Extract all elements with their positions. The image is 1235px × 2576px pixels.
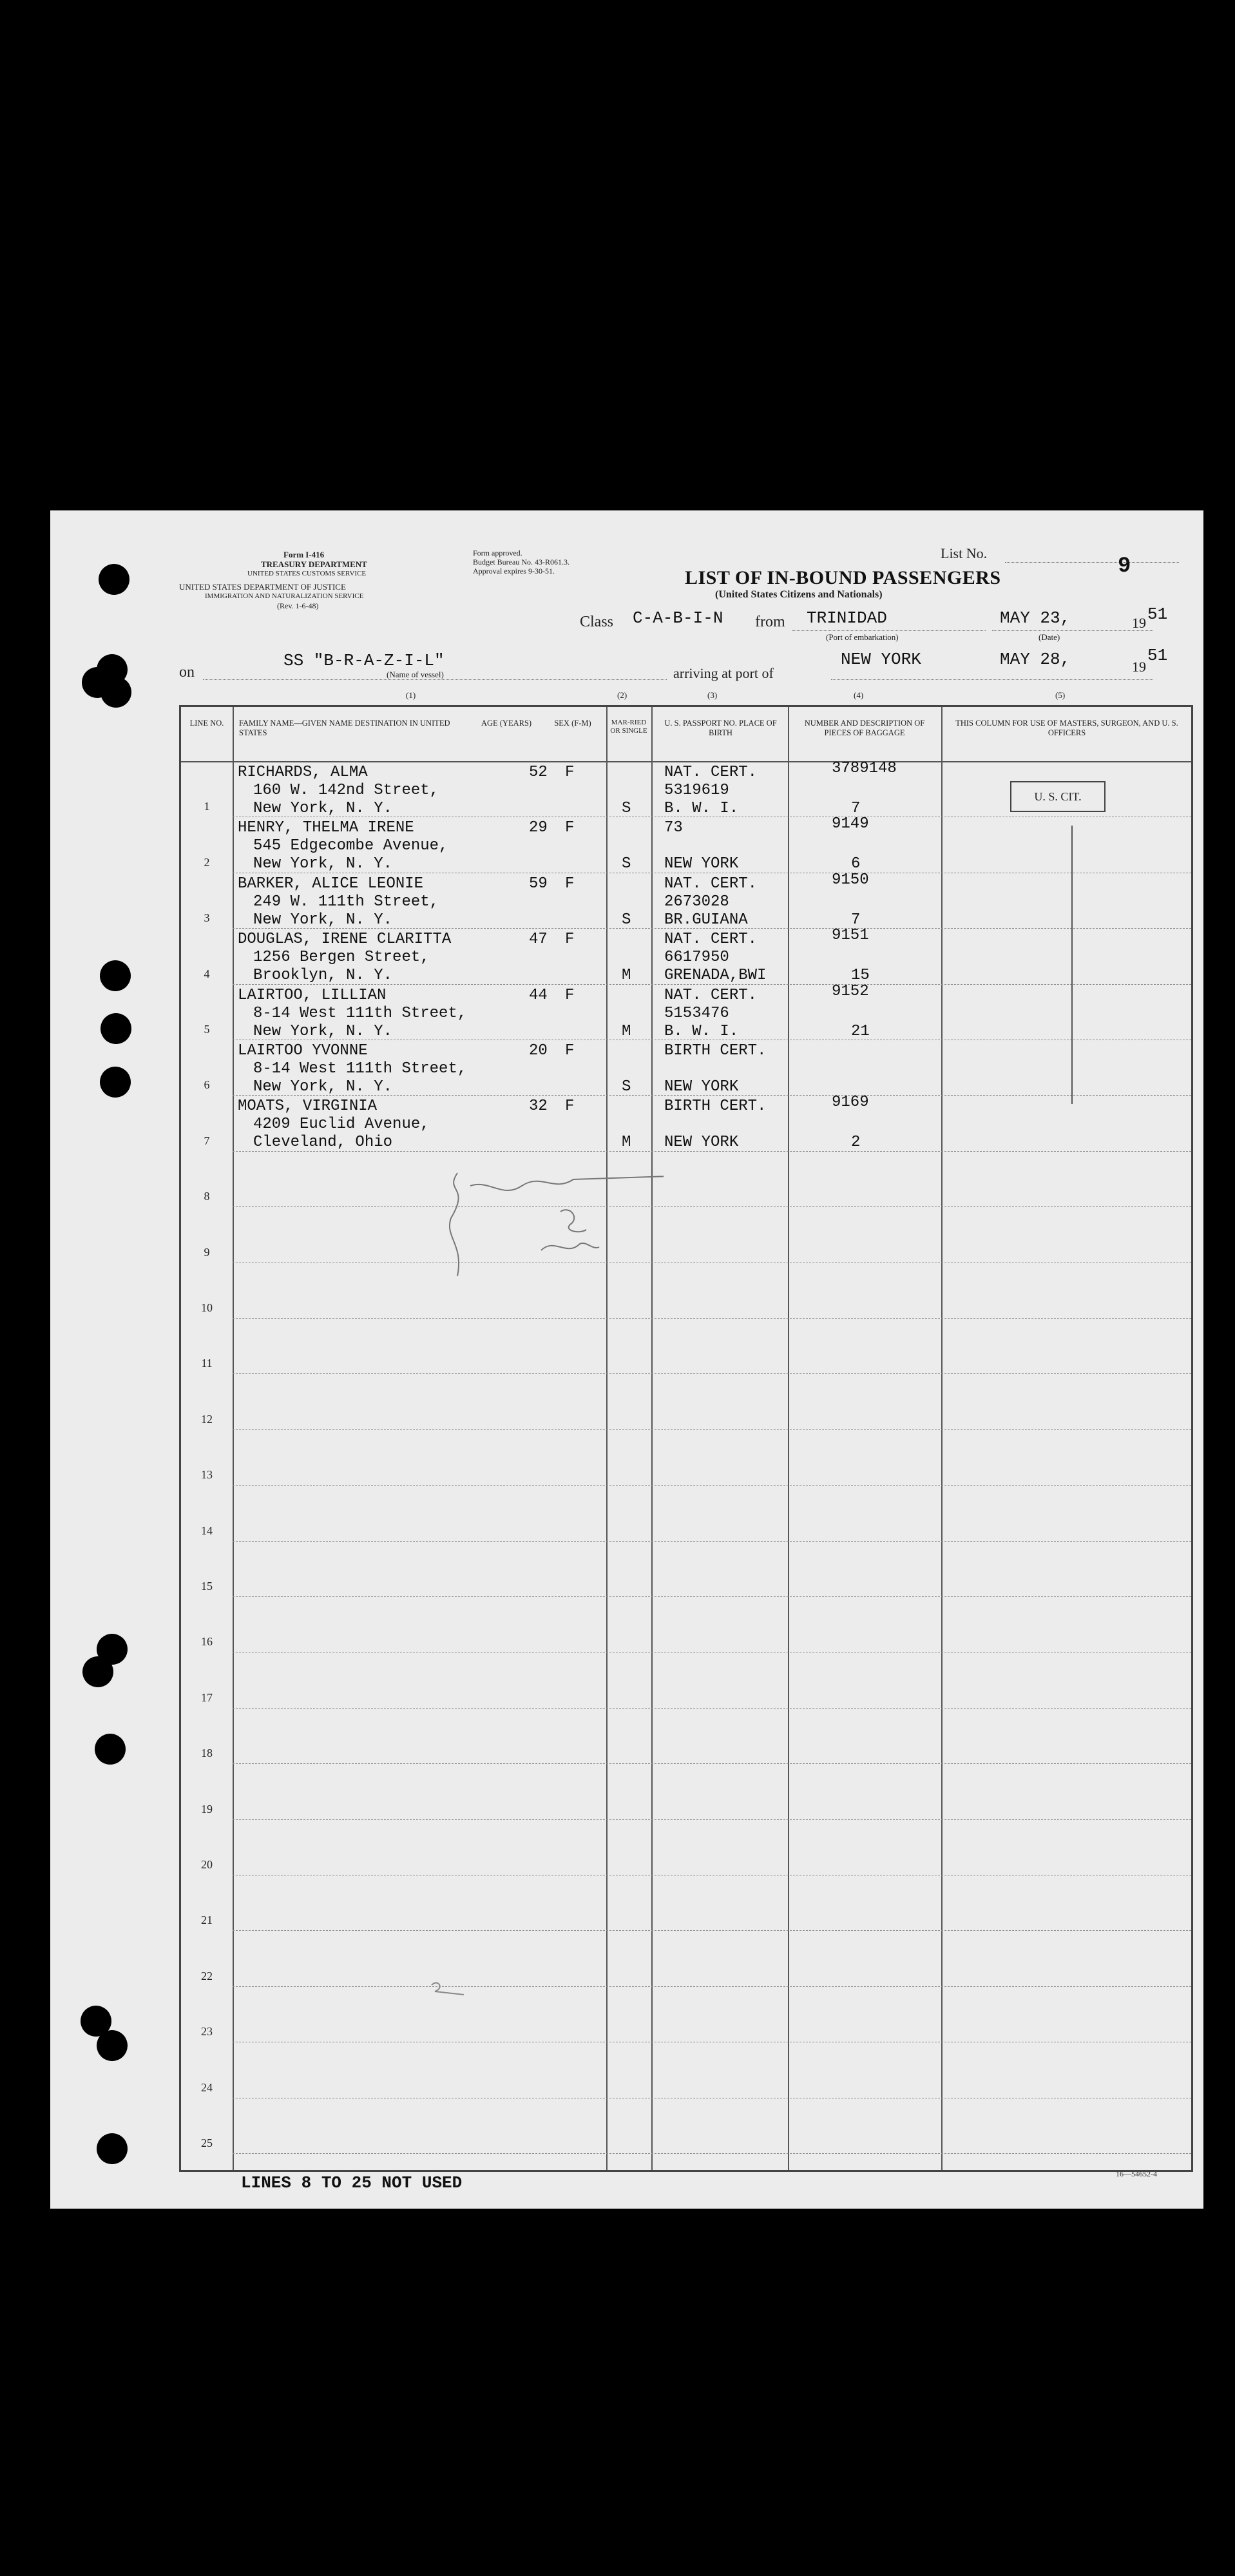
list-no-label: List No. xyxy=(941,545,988,561)
passenger-age: 20 xyxy=(529,1042,548,1060)
embark-year-prefix: 19 xyxy=(1132,615,1146,631)
baggage-number: 9149 xyxy=(832,815,869,833)
row-divider xyxy=(233,1596,1191,1597)
col-divider xyxy=(941,707,943,2170)
line-number: 6 xyxy=(204,1078,210,1092)
form-rev: (Rev. 1-6-48) xyxy=(277,601,319,610)
baggage-pieces: 15 xyxy=(851,967,870,985)
passport-number: 2673028 xyxy=(664,893,729,911)
passenger-name: LAIRTOO YVONNE xyxy=(238,1042,368,1060)
row-divider xyxy=(233,1485,1191,1486)
col-divider xyxy=(651,707,653,2170)
approval-line1: Form approved. xyxy=(473,548,522,557)
passenger-name: MOATS, VIRGINIA xyxy=(238,1098,378,1116)
approval-line3: Approval expires 9-30-51. xyxy=(473,567,555,576)
officer-mark-line xyxy=(1071,826,1073,1104)
baggage-pieces: 21 xyxy=(851,1022,870,1040)
passenger-name: RICHARDS, ALMA xyxy=(238,764,368,781)
line-number: 18 xyxy=(201,1747,213,1760)
baggage-pieces: 6 xyxy=(851,855,861,873)
col-number-3: (3) xyxy=(707,690,718,700)
passenger-age: 59 xyxy=(529,875,548,893)
passenger-sex: F xyxy=(565,986,575,1004)
passenger-city: New York, N. Y. xyxy=(253,855,393,873)
passenger-city: Cleveland, Ohio xyxy=(253,1134,393,1152)
passport-document: 73 xyxy=(664,819,683,837)
baggage-number: 9152 xyxy=(832,982,869,1000)
place-of-birth: NEW YORK xyxy=(664,855,739,873)
punch-hole xyxy=(101,677,131,708)
handwritten-annotation xyxy=(432,1160,664,1289)
page-title: LIST OF IN-BOUND PASSENGERS xyxy=(685,567,1001,588)
passenger-age: 32 xyxy=(529,1098,548,1116)
passenger-age: 52 xyxy=(529,764,548,781)
place-of-birth: GRENADA,BWI xyxy=(664,967,767,985)
arriving-label: arriving at port of xyxy=(673,665,774,681)
place-of-birth: NEW YORK xyxy=(664,1078,739,1096)
punch-hole xyxy=(97,2030,128,2061)
colhead-line-no: LINE NO. xyxy=(189,719,224,728)
passenger-name: DOUGLAS, IRENE CLARITTA xyxy=(238,931,452,949)
baggage-pieces: 7 xyxy=(851,800,861,817)
line-number: 2 xyxy=(204,855,210,869)
row-divider xyxy=(233,1429,1191,1430)
col-number-2: (2) xyxy=(617,690,627,700)
line-number: 3 xyxy=(204,911,210,925)
passport-number: 5153476 xyxy=(664,1004,729,1022)
colhead-baggage: NUMBER AND DESCRIPTION OF PIECES OF BAGGAGE xyxy=(804,719,925,737)
row-divider xyxy=(233,1708,1191,1709)
line-number: 22 xyxy=(201,1969,213,1982)
vessel-name: SS "B-R-A-Z-I-L" xyxy=(283,651,445,670)
punch-hole xyxy=(100,1067,131,1098)
embark-year: 51 xyxy=(1147,605,1168,624)
passenger-sex: F xyxy=(565,764,575,781)
approval-line2: Budget Bureau No. 43-R061.3. xyxy=(473,557,570,567)
line-number: 16 xyxy=(201,1635,213,1649)
line-number: 5 xyxy=(204,1023,210,1036)
arrival-rule xyxy=(831,679,1153,680)
dept-customs: UNITED STATES CUSTOMS SERVICE xyxy=(247,570,367,577)
date-caption: (Date) xyxy=(1039,632,1060,642)
passenger-address: 545 Edgecombe Avenue, xyxy=(253,837,448,855)
place-of-birth: B. W. I. xyxy=(664,800,739,817)
line-number: 19 xyxy=(201,1802,213,1816)
line-number: 21 xyxy=(201,1913,213,1927)
passenger-sex: F xyxy=(565,819,575,837)
baggage-pieces: 7 xyxy=(851,911,861,929)
punch-hole xyxy=(97,2133,128,2164)
punch-hole xyxy=(95,1734,126,1765)
line-number: 24 xyxy=(201,2080,213,2094)
passenger-address: 8-14 West 111th Street, xyxy=(253,1004,467,1022)
place-of-birth: NEW YORK xyxy=(664,1134,739,1152)
col-divider xyxy=(233,707,234,2170)
col-number-1: (1) xyxy=(406,690,416,700)
passenger-city: Brooklyn, N. Y. xyxy=(253,967,393,985)
line-number: 10 xyxy=(201,1301,213,1314)
line-number: 15 xyxy=(201,1580,213,1593)
line-number: 11 xyxy=(201,1357,213,1370)
gpo-code: 16—54652-4 xyxy=(1116,2169,1157,2178)
header-rule xyxy=(181,761,1191,762)
line-number: 20 xyxy=(201,1858,213,1871)
line-number: 23 xyxy=(201,2025,213,2039)
col-number-4: (4) xyxy=(854,690,864,700)
passport-document: NAT. CERT. xyxy=(664,986,758,1004)
dept-treasury: TREASURY DEPARTMENT xyxy=(261,559,367,569)
line-number: 12 xyxy=(201,1412,213,1426)
place-of-birth: B. W. I. xyxy=(664,1022,739,1040)
row-divider xyxy=(233,1819,1191,1820)
from-label: from xyxy=(755,614,785,630)
passenger-age: 29 xyxy=(529,819,548,837)
passport-number: 5319619 xyxy=(664,782,729,799)
line-number: 8 xyxy=(204,1190,210,1203)
line-number: 25 xyxy=(201,2136,213,2149)
baggage-number: 3789148 xyxy=(832,760,897,777)
passenger-marital-status: S xyxy=(622,1078,631,1096)
baggage-number: 9169 xyxy=(832,1094,869,1112)
passenger-sex: F xyxy=(565,875,575,893)
row-divider xyxy=(233,1373,1191,1374)
passenger-table xyxy=(179,705,1193,2172)
embark-date: MAY 23, xyxy=(1000,608,1071,628)
colhead-passport: U. S. PASSPORT NO. PLACE OF BIRTH xyxy=(664,719,777,737)
line-number: 9 xyxy=(204,1245,210,1259)
dept-justice: UNITED STATES DEPARTMENT OF JUSTICE xyxy=(179,582,346,592)
from-rule xyxy=(792,630,986,631)
list-no-value: 9 xyxy=(1118,554,1131,579)
passenger-city: New York, N. Y. xyxy=(253,1078,393,1096)
passport-document: BIRTH CERT. xyxy=(664,1042,767,1060)
passport-document: NAT. CERT. xyxy=(664,875,758,893)
list-no-rule xyxy=(1005,562,1179,563)
class-label: Class xyxy=(580,614,614,630)
vessel-caption: (Name of vessel) xyxy=(387,670,444,679)
baggage-pieces: 2 xyxy=(851,1134,861,1152)
col-divider xyxy=(606,707,608,2170)
punch-hole xyxy=(100,960,131,991)
passenger-age: 47 xyxy=(529,931,548,949)
date-rule xyxy=(992,630,1153,631)
page-subtitle: (United States Citizens and Nationals) xyxy=(715,589,883,600)
arrival-date: MAY 28, xyxy=(1000,650,1071,669)
colhead-officers: THIS COLUMN FOR USE OF MASTERS, SURGEON, AND U. S. OFFICERS xyxy=(955,719,1178,737)
port-embark-caption: (Port of embarkation) xyxy=(826,632,899,642)
punch-hole xyxy=(82,1656,113,1687)
line-number: 17 xyxy=(201,1690,213,1704)
punch-hole xyxy=(99,564,129,595)
passenger-marital-status: M xyxy=(622,1134,631,1152)
dept-ins: IMMIGRATION AND NATURALIZATION SERVICE xyxy=(205,592,364,600)
passenger-marital-status: S xyxy=(622,911,631,929)
colhead-name: FAMILY NAME—GIVEN NAME DESTINATION IN UNITED STATES xyxy=(239,719,450,737)
row-divider xyxy=(233,1986,1191,1987)
passport-number: 6617950 xyxy=(664,949,729,967)
punch-hole xyxy=(101,1013,131,1044)
passenger-address: 160 W. 142nd Street, xyxy=(253,782,439,799)
passport-document: NAT. CERT. xyxy=(664,931,758,949)
row-divider xyxy=(233,1206,1191,1207)
pen-mark xyxy=(425,1972,477,2011)
line-number: 4 xyxy=(204,967,210,980)
colhead-sex: SEX (F-M) xyxy=(554,719,591,728)
passenger-sex: F xyxy=(565,931,575,949)
passenger-age: 44 xyxy=(529,986,548,1004)
passenger-marital-status: M xyxy=(622,1022,631,1040)
passenger-marital-status: M xyxy=(622,967,631,985)
colhead-age: AGE (YEARS) xyxy=(481,719,532,728)
passenger-marital-status: S xyxy=(622,855,631,873)
row-divider xyxy=(233,1763,1191,1764)
form-number: Form I-416 xyxy=(283,550,325,559)
col-divider xyxy=(788,707,789,2170)
line-number: 7 xyxy=(204,1134,210,1147)
passenger-marital-status: S xyxy=(622,800,631,817)
arrival-port: NEW YORK xyxy=(841,650,921,669)
passenger-city: New York, N. Y. xyxy=(253,911,393,929)
colhead-married: MAR-RIED OR SINGLE xyxy=(610,719,647,735)
line-number: 14 xyxy=(201,1524,213,1537)
row-divider xyxy=(233,2153,1191,2154)
col-number-5: (5) xyxy=(1055,690,1066,700)
us-citizen-stamp: U. S. CIT. xyxy=(1010,781,1106,812)
passport-document: BIRTH CERT. xyxy=(664,1098,767,1116)
passenger-address: 4209 Euclid Avenue, xyxy=(253,1116,430,1134)
arrival-year-prefix: 19 xyxy=(1132,659,1146,675)
passenger-name: LAIRTOO, LILLIAN xyxy=(238,986,387,1004)
line-number: 13 xyxy=(201,1468,213,1482)
place-of-birth: BR.GUIANA xyxy=(664,911,748,929)
on-label: on xyxy=(179,664,195,681)
row-divider xyxy=(233,1318,1191,1319)
port-embarkation: TRINIDAD xyxy=(807,608,887,628)
arrival-year: 51 xyxy=(1147,646,1168,665)
passenger-sex: F xyxy=(565,1098,575,1116)
row-divider xyxy=(233,1541,1191,1542)
passenger-address: 249 W. 111th Street, xyxy=(253,893,439,911)
passport-document: NAT. CERT. xyxy=(664,764,758,781)
baggage-number: 9150 xyxy=(832,871,869,889)
row-divider xyxy=(233,1930,1191,1931)
footer-note: LINES 8 TO 25 NOT USED xyxy=(241,2173,463,2193)
passenger-city: New York, N. Y. xyxy=(253,1022,393,1040)
passenger-sex: F xyxy=(565,1042,575,1060)
passenger-address: 8-14 West 111th Street, xyxy=(253,1060,467,1078)
passenger-name: BARKER, ALICE LEONIE xyxy=(238,875,424,893)
passenger-name: HENRY, THELMA IRENE xyxy=(238,819,414,837)
passenger-city: New York, N. Y. xyxy=(253,800,393,817)
passenger-address: 1256 Bergen Street, xyxy=(253,949,430,967)
class-value: C-A-B-I-N xyxy=(633,608,723,628)
baggage-number: 9151 xyxy=(832,927,869,945)
line-number: 1 xyxy=(204,800,210,813)
